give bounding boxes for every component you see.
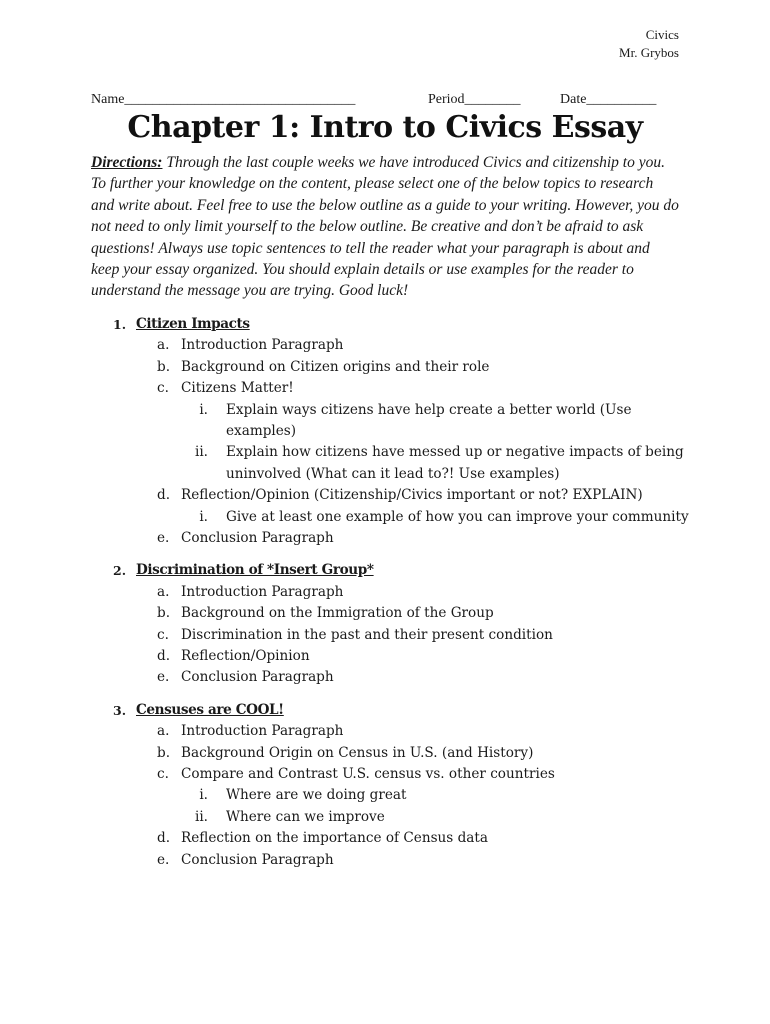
item-marker: a.: [157, 723, 170, 740]
list-item: [91, 582, 691, 603]
header-info: [619, 26, 679, 62]
item-marker: d.: [157, 487, 171, 504]
student-info-fields: [91, 92, 671, 112]
item-text: Compare and Contrast U.S. census vs. other countries: [181, 766, 555, 783]
sub-list-item: [91, 807, 691, 828]
item-text: Conclusion Paragraph: [181, 530, 334, 547]
item-text: Conclusion Paragraph: [181, 669, 334, 686]
item-marker: a.: [157, 583, 170, 600]
date-field[interactable]: Date__________: [560, 92, 657, 107]
topic-title: Discrimination of *Insert Group*: [136, 562, 374, 579]
item-marker: b.: [157, 358, 171, 375]
item-marker: a.: [157, 337, 170, 354]
essay-outline: [91, 314, 691, 871]
topic-number: 1.: [113, 317, 127, 332]
item-marker: c.: [157, 380, 169, 397]
item-text: Discrimination in the past and their present condition: [181, 626, 553, 643]
item-marker: ii.: [194, 444, 208, 461]
item-marker: e.: [157, 851, 170, 868]
item-text: Introduction Paragraph: [181, 583, 344, 600]
item-marker: d.: [157, 648, 171, 665]
sub-list-item: [91, 442, 691, 485]
item-marker: i.: [199, 401, 208, 418]
topic-discrimination: [91, 560, 691, 688]
topic-censuses: [91, 700, 691, 871]
list-item: [91, 646, 691, 667]
topic-number: 3.: [113, 702, 127, 718]
topic-citizen-impacts: [91, 314, 691, 549]
topic-title: Censuses are COOL!: [136, 701, 284, 718]
item-text: Introduction Paragraph: [181, 337, 344, 354]
item-text: Explain ways citizens have help create a better world (Use examples): [226, 401, 632, 440]
page-title: Chapter 1: Intro to Civics Essay: [127, 110, 643, 145]
sub-list-item: [91, 785, 691, 806]
directions-label: Directions:: [91, 154, 163, 171]
item-marker: b.: [157, 605, 171, 622]
period-field[interactable]: Period________: [428, 92, 521, 107]
item-text: Where are we doing great: [226, 787, 407, 804]
item-text: Explain how citizens have messed up or negative impacts of being uninvolved (What can it lead to?! Use examples): [226, 444, 684, 482]
item-text: Reflection/Opinion (Citizenship/Civics important or not? EXPLAIN): [181, 487, 643, 504]
item-text: Background on the Immigration of the Group: [181, 605, 494, 622]
item-text: Give at least one example of how you can improve your community: [226, 508, 689, 525]
item-marker: ii.: [194, 808, 208, 825]
item-marker: i.: [199, 787, 208, 804]
item-text: Background Origin on Census in U.S. (and History): [181, 744, 534, 761]
list-item: [91, 357, 691, 378]
list-item: [91, 378, 691, 399]
item-text: Reflection on the importance of Census data: [181, 830, 488, 847]
topic-number: 2.: [113, 563, 127, 579]
list-item: [91, 721, 691, 742]
item-text: Citizens Matter!: [181, 380, 294, 397]
item-marker: b.: [157, 744, 171, 761]
list-item: [91, 528, 691, 549]
list-item: [91, 625, 691, 646]
item-marker: e.: [157, 530, 170, 547]
teacher-name: Mr. Grybos: [619, 45, 679, 60]
list-item: [91, 764, 691, 785]
topic-title: Citizen Impacts: [136, 316, 250, 332]
item-text: Reflection/Opinion: [181, 648, 310, 665]
name-field[interactable]: Name_________________________________: [91, 92, 356, 107]
item-marker: c.: [157, 766, 169, 783]
list-item: [91, 828, 691, 849]
directions-paragraph: [91, 152, 679, 302]
sub-list-item: [91, 507, 691, 528]
course-name: Civics: [645, 27, 679, 42]
list-item: [91, 485, 691, 506]
list-item: [91, 603, 691, 624]
list-item: [91, 743, 691, 764]
list-item: [91, 850, 691, 871]
item-text: Conclusion Paragraph: [181, 851, 334, 868]
item-marker: d.: [157, 830, 171, 847]
directions-text: Through the last couple weeks we have introduced Civics and citizenship to you. To further your knowledge on the content, please select one of the below topics to research and write about. Feel free to use the below outline as a guide to your writing. However, you do not need to only limit yourself to the below outline. Be creative and don’t be afraid to ask questions! Always use topic sentences to tell the reader what your paragraph is about and keep your essay organized. You should explain details or use examples for the reader to understand the message you are trying. Good luck!: [91, 154, 679, 300]
item-text: Where can we improve: [226, 808, 385, 825]
sub-list-item: [91, 400, 691, 443]
list-item: [91, 335, 691, 356]
item-text: Background on Citizen origins and their role: [181, 358, 490, 375]
item-marker: e.: [157, 669, 170, 686]
item-text: Introduction Paragraph: [181, 723, 344, 740]
list-item: [91, 667, 691, 688]
item-marker: c.: [157, 626, 169, 643]
item-marker: i.: [199, 508, 208, 525]
